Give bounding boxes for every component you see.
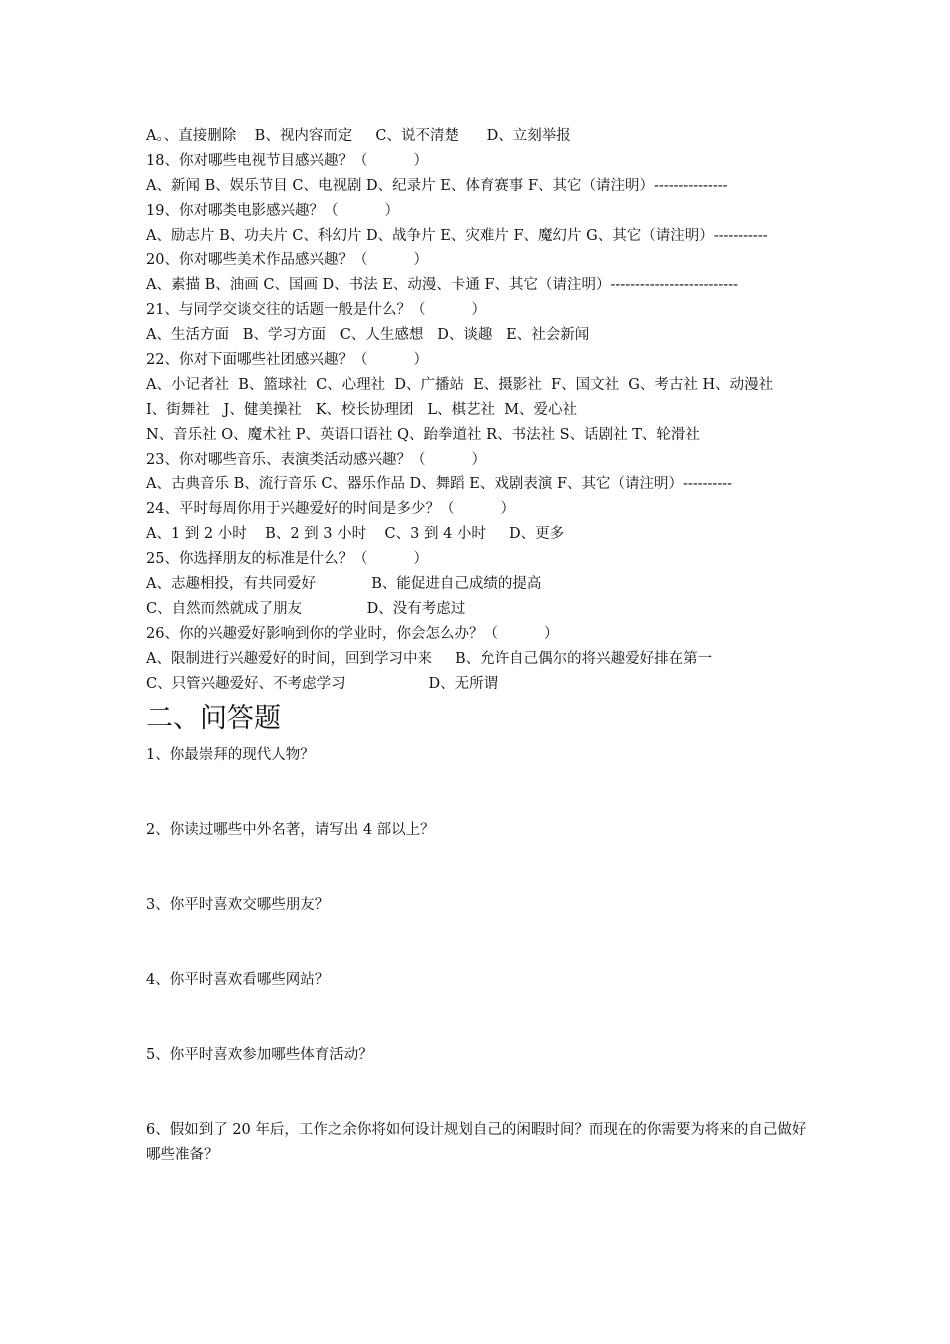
question-26-options-2: C、只管兴趣爱好、不考虑学习 D、无所谓 (146, 675, 499, 692)
answer-space (146, 843, 816, 893)
question-22: 22、你对下面哪些社团感兴趣？（ ） (146, 352, 429, 369)
question-18-options: A、新闻 B、娱乐节目 C、电视剧 D、纪录片 E、体育赛事 F、其它（请注明）--------------- (146, 177, 728, 194)
document-content (146, 124, 816, 1168)
question-25: 25、你选择朋友的标准是什么？（ ） (146, 551, 429, 568)
question-20-options: A、素描 B、油画 C、国画 D、书法 E、动漫、卡通 F、其它（请注明）-------------------------- (146, 277, 738, 294)
answer-space (146, 768, 816, 818)
section-title: 二、问答题 (146, 703, 281, 735)
question-25-options-1: A、志趣相投，有共同爱好 B、能促进自己成绩的提高 (146, 576, 542, 593)
question-21-options: A、生活方面 B、学习方面 C、人生感想 D、谈趣 E、社会新闻 (146, 327, 590, 344)
answer-space (146, 1068, 816, 1118)
question-19-options: A、励志片 B、功夫片 C、科幻片 D、战争片 E、灾难片 F、魔幻片 G、其它（请注明）----------- (146, 227, 768, 244)
answer-space (146, 993, 816, 1043)
open-question-1: 1、你最崇拜的现代人物？ (146, 747, 315, 764)
open-question-6: 6、假如到了 20 年后，工作之余你将如何设计规划自己的闲暇时间？而现在的你需要为将来的自己做好哪些准备？ (146, 1122, 807, 1163)
question-24: 24、平时每周你用于兴趣爱好的时间是多少？（ ） (146, 501, 516, 518)
choice-line-17-options: A。、直接删除 B、视内容而定 C、说不清楚 D、立刻举报 (146, 128, 571, 144)
question-21: 21、与同学交谈交往的话题一般是什么？（ ） (146, 302, 487, 319)
question-22-options-1: A、小记者社 B、篮球社 C、心理社 D、广播站 E、摄影社 F、国文社 G、考古社 H、动漫社 (146, 376, 774, 393)
question-25-options-2: C、自然而然就成了朋友 D、没有考虑过 (146, 600, 466, 617)
answer-space (146, 918, 816, 968)
question-20: 20、你对哪些美术作品感兴趣？（ ） (146, 252, 429, 269)
question-18: 18、你对哪些电视节目感兴趣？（ ） (146, 152, 429, 169)
question-26-options-1: A、限制进行兴趣爱好的时间，回到学习中来 B、允许自己偶尔的将兴趣爱好排在第一 (146, 650, 713, 667)
question-26: 26、你的兴趣爱好影响到你的学业时，你会怎么办？（ ） (146, 625, 559, 642)
open-question-4: 4、你平时喜欢看哪些网站？ (146, 972, 330, 989)
question-23-options: A、古典音乐 B、流行音乐 C、器乐作品 D、舞蹈 E、戏剧表演 F、其它（请注明）---------- (146, 476, 733, 493)
open-question-3: 3、你平时喜欢交哪些朋友？ (146, 897, 330, 914)
question-19: 19、你对哪类电影感兴趣？（ ） (146, 202, 400, 219)
question-23: 23、你对哪些音乐、表演类活动感兴趣？（ ） (146, 451, 487, 468)
question-22-options-2: I、街舞社 J、健美操社 K、校长协理团 L、棋艺社 M、爱心社 (146, 401, 578, 418)
question-22-options-3: N、音乐社 O、魔术社 P、英语口语社 Q、跆拳道社 R、书法社 S、话剧社 T、轮滑社 (146, 426, 700, 443)
open-question-2: 2、你读过哪些中外名著，请写出 4 部以上？ (146, 822, 435, 839)
open-question-5: 5、你平时喜欢参加哪些体育活动？ (146, 1047, 373, 1064)
question-24-options: A、1 到 2 小时 B、2 到 3 小时 C、3 到 4 小时 D、更多 (146, 526, 565, 543)
